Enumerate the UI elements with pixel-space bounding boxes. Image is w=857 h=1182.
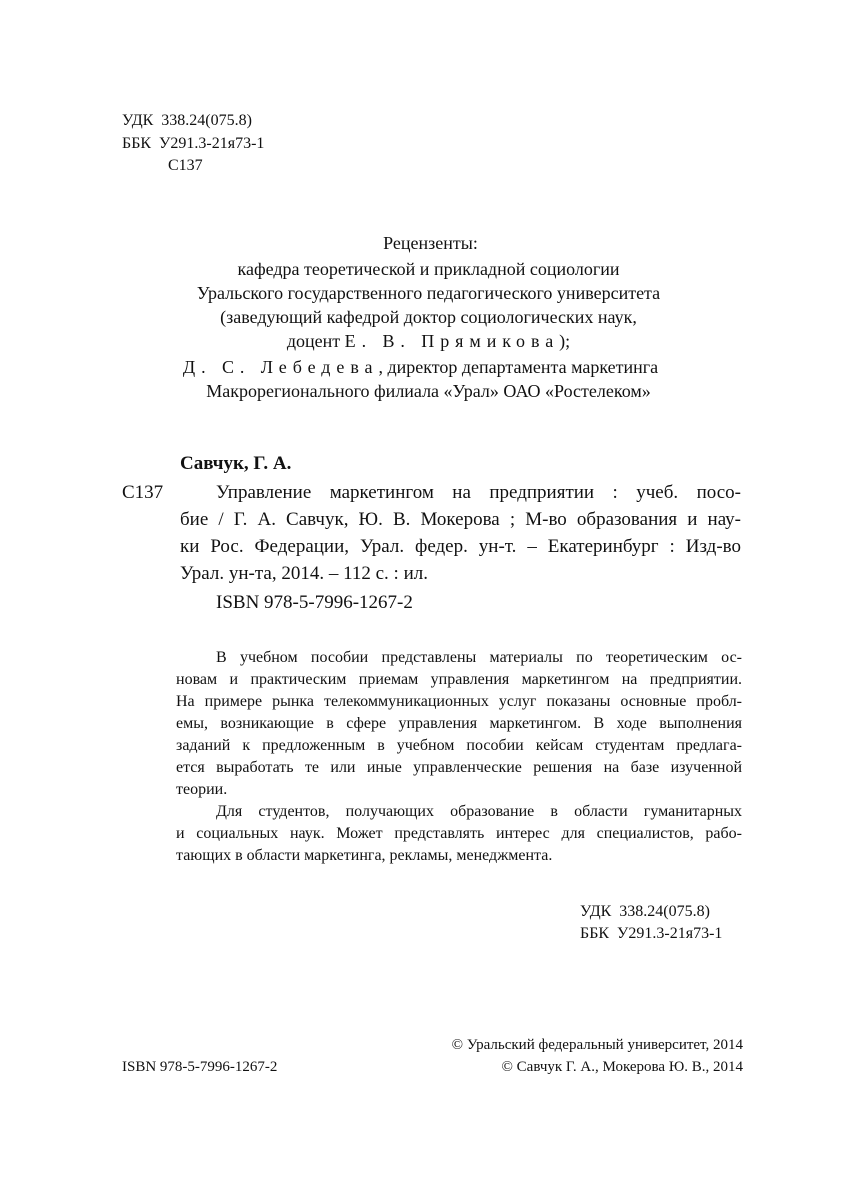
bbk-value: У291.3-21я73-1 [617,925,723,942]
reviewers-line-6: Макрорегионального филиала «Урал» ОАО «Ростелеком» [206,381,651,401]
udk-value: 338.24(075.8) [161,112,252,129]
abstract-line: заданий к предложенным в учебном пособии кейсам студентам предлага- [176,737,742,754]
author-mark-top: С137 [168,157,203,174]
description-line-1: Управление маркетингом на предприятии : учеб. посо- [216,482,741,503]
abstract-line: Для студентов, получающих образование в области гуманитарных [216,803,742,820]
abstract-line: тающих в области маркетинга, рекламы, менеджмента. [176,847,553,864]
abstract-line: новам и практическим приемам управления маркетингом на предприятии. [176,671,742,688]
udk-label: УДК [122,112,154,129]
copyright-university: © Уральский федеральный университет, 2014 [451,1037,743,1053]
reviewers-line-2: Уральского государственного педагогического университета [196,283,661,303]
description-line-3: ки Рос. Федерации, Урал. федер. ун-т. – Екатеринбург : Изд-во [180,536,741,557]
author-mark: С137 [122,482,164,503]
reviewers-line-4-pre: доцент [286,331,345,351]
reviewer-name-1: Е. В. Прямикова [344,331,560,351]
description-line-2: бие / Г. А. Савчук, Ю. В. Мокерова ; М-во образования и нау- [180,509,741,530]
description-line-4: Урал. ун-та, 2014. – 112 с. : ил. [180,563,428,584]
abstract-line: На примере рынка телекоммуникационных услуг показаны основные пробл- [176,693,742,710]
bbk-value: У291.3-21я73-1 [159,135,265,152]
reviewers-line-3: (заведующий кафедрой доктор социологических наук, [220,307,637,327]
abstract-line: ется выработать те или иные управленческие решения на базе изученной [176,759,742,776]
bbk-line-top [122,133,264,155]
author-heading: Савчук, Г. А. [180,453,292,474]
abstract-line: емы, возникающие в сфере управления маркетингом. В ходе выполнения [176,715,742,732]
reviewers-line-4-post: ); [559,331,571,351]
abstract-line: теории. [176,781,228,798]
reviewers-line-1: кафедра теоретической и прикладной социологии [237,259,620,279]
abstract-line: и социальных наук. Может представлять интерес для специалистов, рабо- [176,825,742,842]
abstract-line: В учебном пособии представлены материалы по теоретическим ос- [216,649,742,666]
reviewers-heading: Рецензенты: [383,233,478,253]
reviewers-line-5-post: , директор департамента маркетинга [378,357,659,377]
copyright-authors: © Савчук Г. А., Мокерова Ю. В., 2014 [501,1059,743,1075]
udk-line-top [122,110,252,132]
udk-value: 338.24(075.8) [619,903,710,920]
isbn-main: ISBN 978-5-7996-1267-2 [216,592,413,613]
bbk-line-bottom [580,923,722,945]
reviewer-name-2: Д. С. Лебедева [182,357,379,377]
bbk-label: ББК [122,135,152,152]
udk-line-bottom [580,901,710,923]
isbn-footer: ISBN 978-5-7996-1267-2 [122,1059,278,1075]
bbk-label: ББК [580,925,610,942]
reviewers-line-5 [0,355,849,379]
reviewers-line-4 [0,329,857,353]
udk-label: УДК [580,903,612,920]
